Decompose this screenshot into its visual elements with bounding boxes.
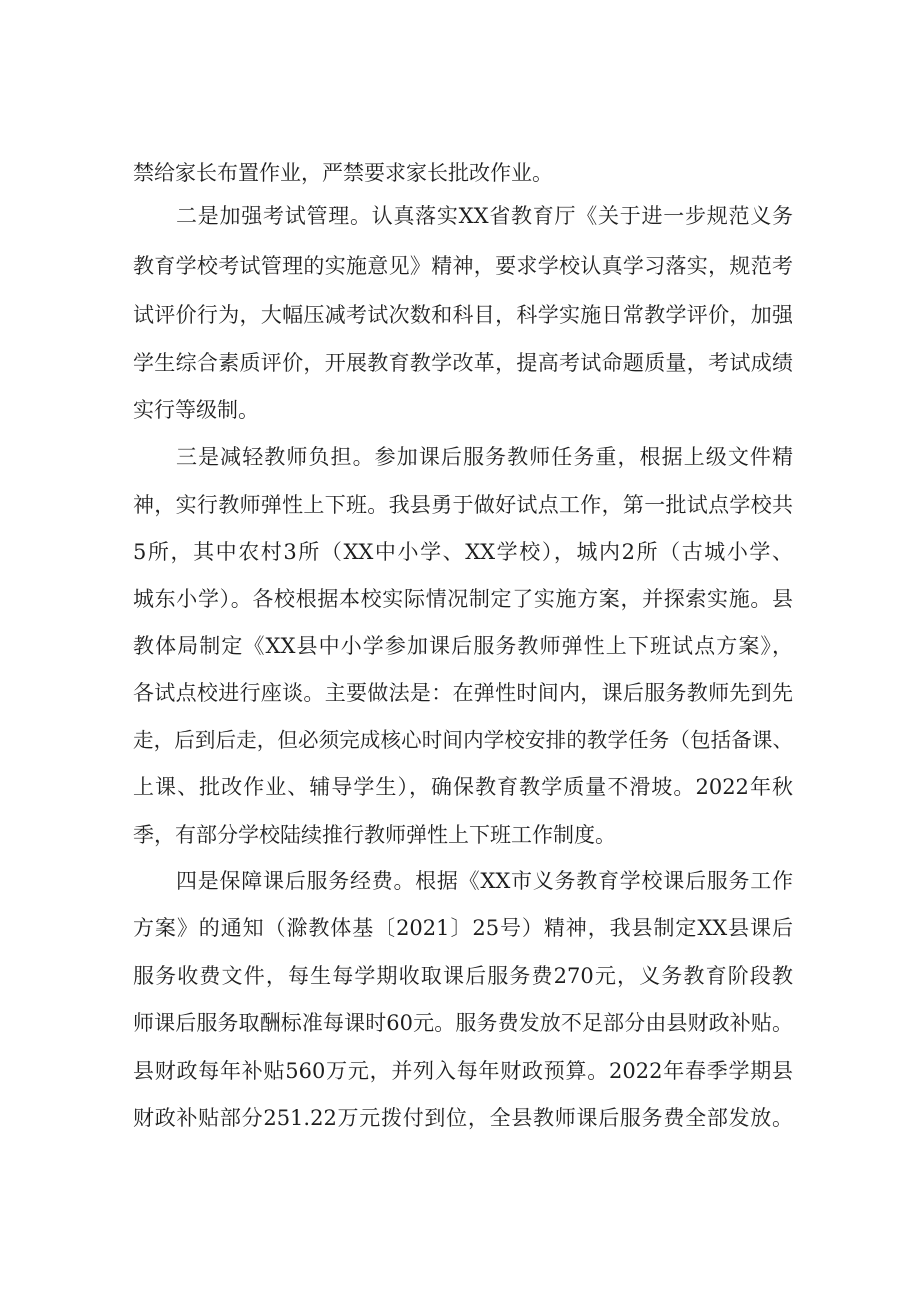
paragraph-3-line-2: 神，实行教师弹性上下班。我县勇于做好试点工作，第一批试点学校共: [133, 493, 793, 517]
paragraph-2-line-2: 教育学校考试管理的实施意见》精神，要求学校认真学习落实，规范考: [133, 254, 793, 278]
paragraph-3-line-3: 5所，其中农村3所（XX中小学、XX学校），城内2所（古城小学、: [133, 540, 793, 564]
paragraph-4-line-1: 四是保障课后服务经费。根据《XX市义务教育学校课后服务工作: [176, 869, 793, 893]
paragraph-4-line-3: 服务收费文件，每生每学期收取课后服务费270元，义务教育阶段教: [133, 964, 793, 988]
paragraph-2-line-3: 试评价行为，大幅压减考试次数和科目，科学实施日常教学评价，加强: [133, 303, 793, 327]
paragraph-4-line-2: 方案》的通知（滁教体基〔2021〕25号）精神，我县制定XX县课后: [133, 916, 793, 940]
paragraph-2-line-5: 实行等级制。: [133, 398, 259, 422]
paragraph-4-line-4: 师课后服务取酬标准每课时60元。服务费发放不足部分由县财政补贴。: [133, 1011, 793, 1035]
paragraph-2-line-1: 二是加强考试管理。认真落实XX省教育厅《关于进一步规范义务: [176, 204, 793, 228]
paragraph-2-line-4: 学生综合素质评价，开展教育教学改革，提高考试命题质量，考试成绩: [133, 351, 793, 375]
paragraph-4-line-6: 财政补贴部分251.22万元拨付到位，全县教师课后服务费全部发放。: [133, 1106, 793, 1130]
paragraph-3-line-4: 城东小学）。各校根据本校实际情况制定了实施方案，并探索实施。县: [133, 587, 793, 611]
paragraph-3-line-8: 上课、批改作业、辅导学生），确保教育教学质量不滑坡。2022年秋: [133, 775, 793, 799]
paragraph-4-line-5: 县财政每年补贴560万元，并列入每年财政预算。2022年春季学期县: [133, 1059, 793, 1083]
paragraph-3-line-1: 三是减轻教师负担。参加课后服务教师任务重，根据上级文件精: [176, 445, 793, 469]
paragraph-3-line-5: 教体局制定《XX县中小学参加课后服务教师弹性上下班试点方案》，: [133, 634, 793, 658]
paragraph-3-line-7: 走，后到后走，但必须完成核心时间内学校安排的教学任务（包括备课、: [133, 728, 793, 752]
paragraph-3-line-9: 季，有部分学校陆续推行教师弹性上下班工作制度。: [133, 823, 616, 847]
paragraph-1-line-1: 禁给家长布置作业，严禁要求家长批改作业。: [133, 161, 553, 185]
paragraph-3-line-6: 各试点校进行座谈。主要做法是：在弹性时间内，课后服务教师先到先: [133, 681, 793, 705]
